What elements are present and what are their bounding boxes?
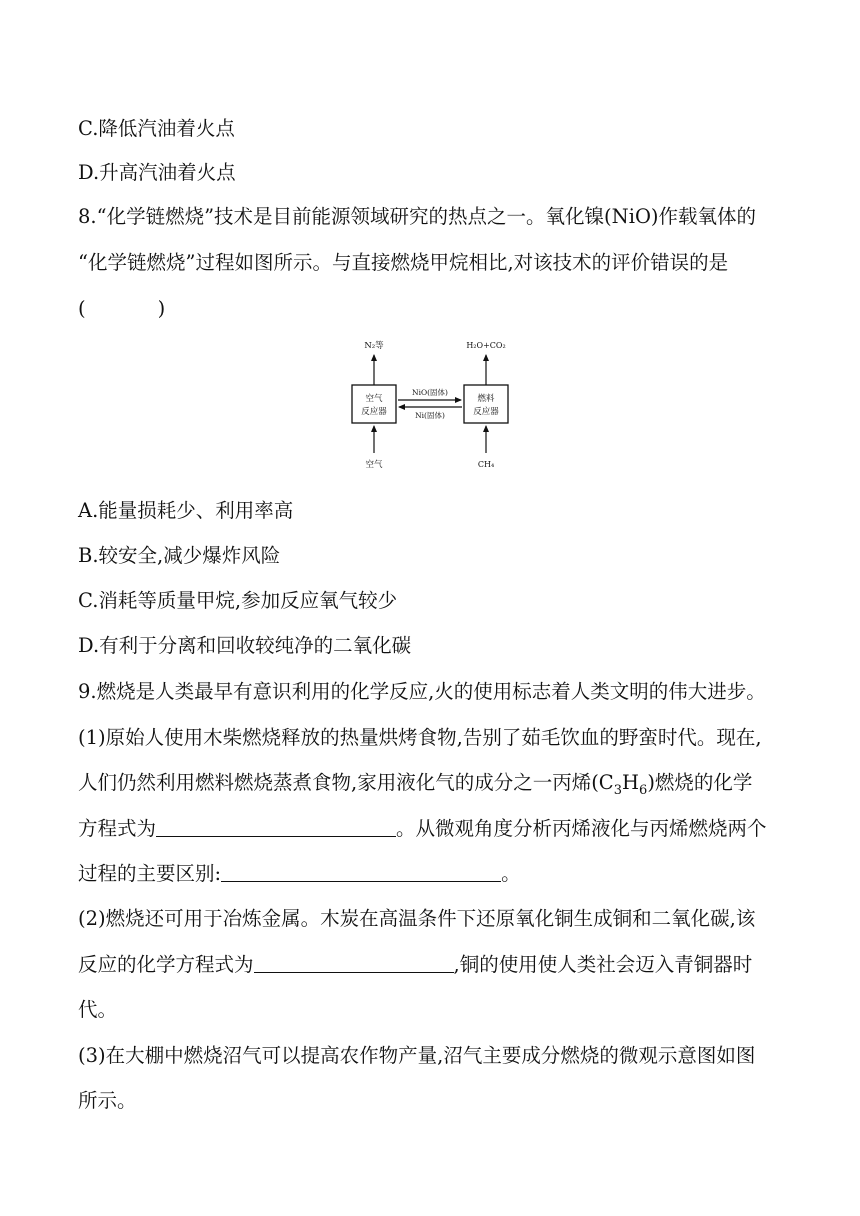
text-segment: 。从微观角度分析丙烯液化与丙烯燃烧两个 xyxy=(396,817,767,840)
text-segment: 反应的化学方程式为 xyxy=(78,953,254,976)
fuel-reactor-label-1: 燃料 xyxy=(477,394,495,404)
q8-stem-line1: 8.“化学链燃烧”技术是目前能源领域研究的热点之一。氧化镍(NiO)作载氧体的 xyxy=(78,205,757,228)
answer-blank[interactable] xyxy=(156,816,396,837)
q8-option-c: C.消耗等质量甲烷,参加反应氧气较少 xyxy=(78,589,398,612)
paren-close: ) xyxy=(157,297,166,320)
q8-stem-line2: “化学链燃烧”过程如图所示。与直接燃烧甲烷相比,对该技术的评价错误的是 xyxy=(78,251,729,274)
subscript: 6 xyxy=(639,782,648,798)
q8-answer-parentheses xyxy=(78,296,165,322)
q9-stem: 9.燃烧是人类最早有意识利用的化学反应,火的使用标志着人类文明的伟大进步。 xyxy=(78,680,766,703)
text-segment: 方程式为 xyxy=(78,817,157,840)
text-segment: 过程的主要区别: xyxy=(78,862,222,885)
left-bottom-in-label: 空气 xyxy=(365,460,383,470)
q8-option-a: A.能量损耗少、利用率高 xyxy=(78,499,294,522)
fuel-reactor-label-2: 反应器 xyxy=(473,407,499,417)
ni-label: Ni(固体) xyxy=(415,411,445,420)
q9-part3-line1: (3)在大棚中燃烧沼气可以提高农作物产量,沼气主要成分燃烧的微观示意图如图 xyxy=(78,1044,756,1067)
q9-part1-line3 xyxy=(78,816,767,842)
q9-part2-line3: 代。 xyxy=(78,998,118,1021)
left-top-out-label: N₂等 xyxy=(364,341,384,351)
right-top-out-label: H₂O+CO₂ xyxy=(466,341,506,350)
right-bottom-in-label: CH₄ xyxy=(477,460,495,469)
q9-part2-line2 xyxy=(78,952,752,978)
fuel-reactor-box xyxy=(464,385,508,423)
q8-option-d: D.有利于分离和回收较纯净的二氧化碳 xyxy=(78,634,412,657)
text-segment: )燃烧的化学 xyxy=(647,771,753,794)
subscript: 3 xyxy=(613,782,623,798)
q8-option-b: B.较安全,减少爆炸风险 xyxy=(78,544,281,567)
q9-part3-line2: 所示。 xyxy=(78,1089,137,1112)
paren-open: ( xyxy=(78,297,86,320)
nio-label: NiO(固体) xyxy=(412,388,448,397)
q9-part2-line1: (2)燃烧还可用于冶炼金属。木炭在高温条件下还原氧化铜生成铜和二氧化碳,该 xyxy=(78,907,756,930)
q9-part1-line1: (1)原始人使用木柴燃烧释放的热量烘烤食物,告别了茹毛饮血的野蛮时代。现在, xyxy=(78,726,762,749)
q9-part1-line4 xyxy=(78,861,521,887)
air-reactor-label-1: 空气 xyxy=(365,394,383,404)
text-segment: H xyxy=(622,771,640,794)
text-segment: 人们仍然利用燃料燃烧蒸煮食物,家用液化气的成分之一丙烯(C xyxy=(78,771,614,794)
air-reactor-label-2: 反应器 xyxy=(361,407,387,417)
text-segment: 。 xyxy=(501,862,521,885)
q9-part1-line2 xyxy=(78,770,752,796)
air-reactor-box xyxy=(352,385,396,423)
answer-blank[interactable] xyxy=(254,952,454,973)
q7-option-c: C.降低汽油着火点 xyxy=(78,117,235,140)
answer-blank[interactable] xyxy=(221,861,501,882)
q7-option-d: D.升高汽油着火点 xyxy=(78,161,236,184)
text-segment: ,铜的使用使人类社会迈入青铜器时 xyxy=(453,953,753,976)
chemical-looping-diagram xyxy=(340,335,530,475)
